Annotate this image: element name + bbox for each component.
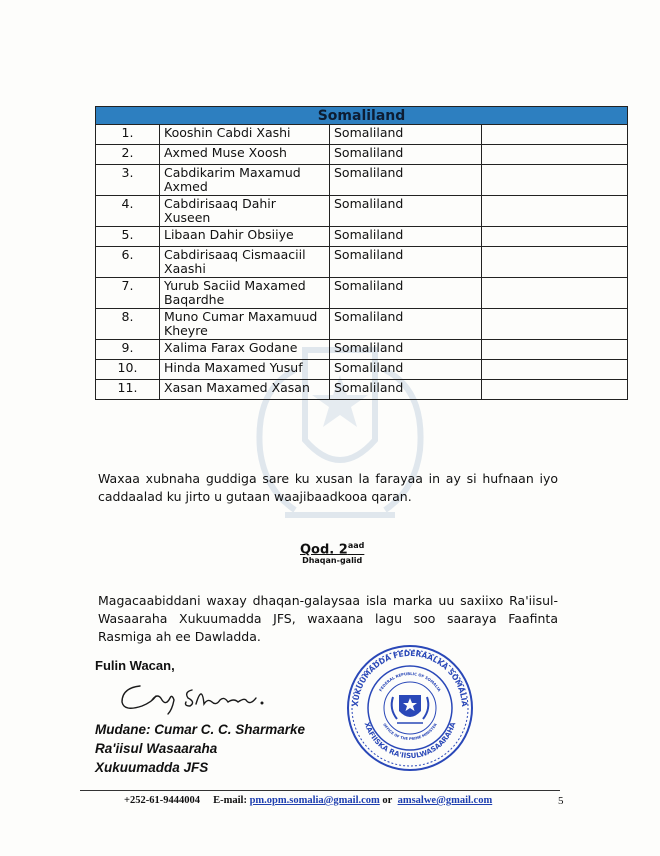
footer-or: or bbox=[382, 795, 393, 806]
email-link-secondary[interactable]: amsalwe@gmail.com bbox=[397, 795, 493, 806]
signatory-org: Xukuumadda JFS bbox=[95, 760, 209, 775]
table-row: 8. Muno Cumar Maxamuud Kheyre Somaliland bbox=[96, 309, 628, 340]
seal-inner-bottom-text: OFFICE OF THE PRIME MINISTER bbox=[382, 722, 438, 742]
table-row: 11. Xasan Maxamed Xasan Somaliland bbox=[96, 380, 628, 400]
footer-divider bbox=[80, 790, 560, 791]
table-row: 1. Kooshin Cabdi Xashi Somaliland bbox=[96, 125, 628, 145]
table-row: 6. Cabdirisaaq Cismaaciil Xaashi Somaliland bbox=[96, 247, 628, 278]
footer-phone: +252-61-9444004 bbox=[124, 795, 200, 806]
table-row: 4. Cabdirisaaq Dahir Xuseen Somaliland bbox=[96, 196, 628, 227]
email-link-primary[interactable]: pm.opm.somalia@gmail.com bbox=[249, 795, 380, 806]
section-subtitle: Dhaqan-galid bbox=[302, 556, 363, 566]
closing-line: Fulin Wacan, bbox=[95, 658, 175, 673]
section-title: Qod. 2 bbox=[300, 542, 348, 558]
seal-emblem-icon bbox=[392, 695, 429, 723]
table-row: 5. Libaan Dahir Obsiiye Somaliland bbox=[96, 227, 628, 247]
signatory-title: Ra'iisul Wasaaraha bbox=[95, 741, 218, 756]
table-row: 3. Cabdikarim Maxamud Axmed Somaliland bbox=[96, 165, 628, 196]
table-row: 2. Axmed Muse Xoosh Somaliland bbox=[96, 145, 628, 165]
table-title: Somaliland bbox=[96, 107, 628, 125]
official-seal bbox=[345, 643, 475, 773]
seal-top-text: XUKUUMADDA FEDERAALKA SOMALIA bbox=[350, 648, 470, 707]
seal-bottom-text: XAFIISKA RA'IISULWASAARAHA bbox=[362, 721, 458, 761]
table-row: 7. Yurub Saciid Maxamed Baqardhe Somaliland bbox=[96, 278, 628, 309]
section-heading bbox=[300, 541, 364, 565]
effective-paragraph: Magacaabiddani waxay dhaqan-galaysaa isla marka uu saxiixo Ra'iisul-Wasaaraha Xukuumadda JFS, waxaana lagu soo saaraya Faafinta Rasmiga ah ee Dawladda. bbox=[98, 593, 558, 644]
section-superscript: aad bbox=[347, 541, 365, 550]
table-row: 9. Xalima Farax Godane Somaliland bbox=[96, 340, 628, 360]
mandate-paragraph: Waxaa xubnaha guddiga sare ku xusan la farayaa in ay si hufnaan iyo caddaalad ku jirto u gutaan waajibaadkooa qaran. bbox=[98, 471, 558, 504]
signatory-name: Mudane: Cumar C. C. Sharmarke bbox=[95, 722, 306, 737]
members-table bbox=[95, 106, 628, 400]
table-row: 10. Hinda Maxamed Yusuf Somaliland bbox=[96, 360, 628, 380]
page-number: 5 bbox=[558, 795, 564, 807]
signature bbox=[112, 676, 272, 716]
footer-contact bbox=[124, 795, 492, 806]
seal-inner-top-text: FEDERAL REPUBLIC OF SOMALIA bbox=[377, 670, 443, 693]
footer-email-label: E-mail: bbox=[213, 795, 247, 806]
